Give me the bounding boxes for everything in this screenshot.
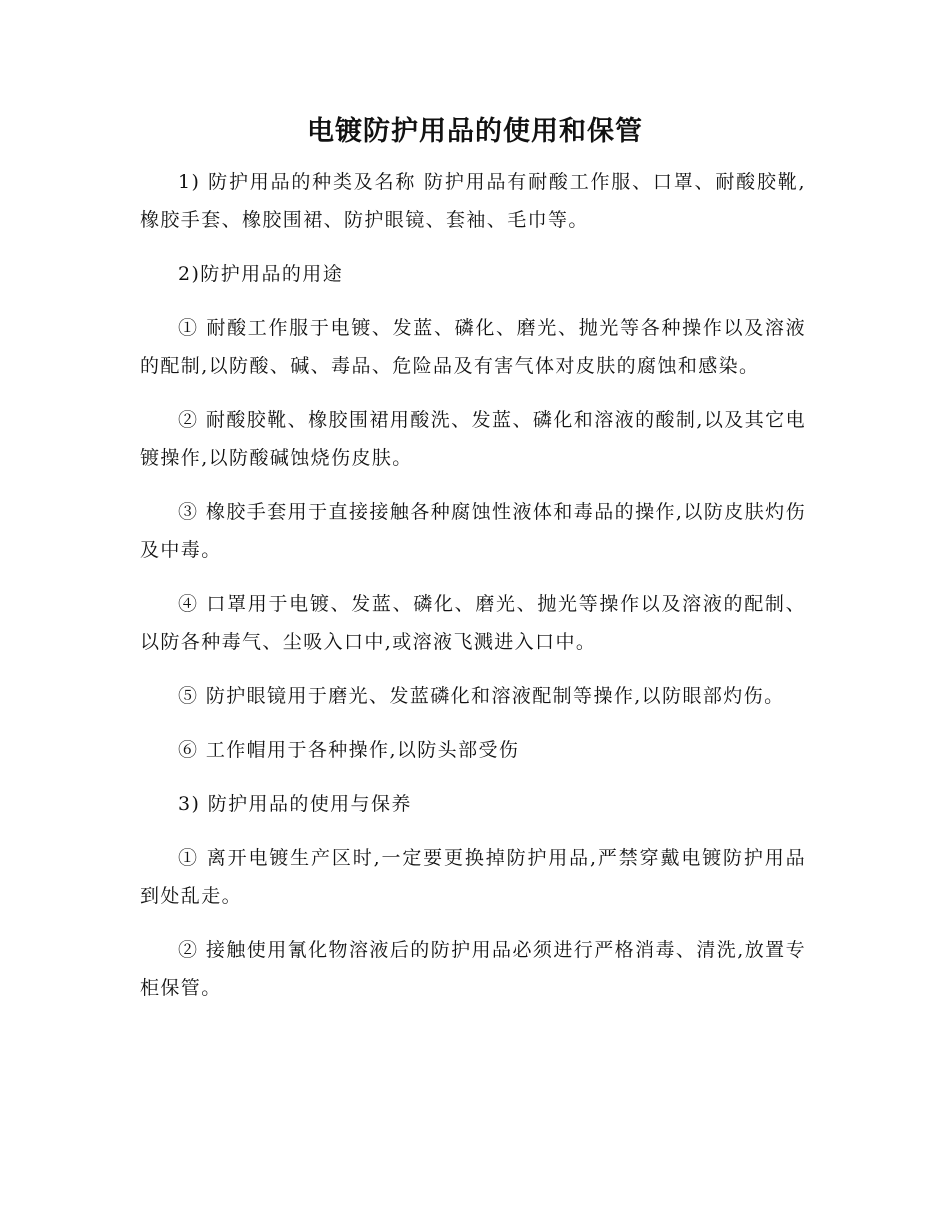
paragraph-use-2: ② 耐酸胶靴、橡胶围裙用酸洗、发蓝、磷化和溶液的酸制,以及其它电镀操作,以防酸碱蚀烧伤皮肤。 (140, 409, 806, 469)
document-title: 电镀防护用品的使用和保管 (307, 116, 643, 147)
document-body (140, 163, 806, 1023)
paragraph-use-4: ④ 口罩用于电镀、发蓝、磷化、磨光、抛光等操作以及溶液的配制、以防各种毒气、尘吸入口中,或溶液飞溅进入口中。 (140, 593, 806, 653)
paragraph-uses-heading: 2)防护用品的用途 (178, 263, 344, 285)
paragraph-maintenance-1: ① 离开电镀生产区时,一定要更换掉防护用品,严禁穿戴电镀防护用品到处乱走。 (140, 847, 806, 907)
paragraph-use-6: ⑥ 工作帽用于各种操作,以防头部受伤 (178, 739, 520, 761)
paragraph-use-3: ③ 橡胶手套用于直接接触各种腐蚀性液体和毒品的操作,以防皮肤灼伤及中毒。 (140, 501, 806, 561)
paragraph-use-1: ① 耐酸工作服于电镀、发蓝、磷化、磨光、抛光等各种操作以及溶液的配制,以防酸、碱、毒品、危险品及有害气体对皮肤的腐蚀和感染。 (140, 317, 806, 377)
paragraph-types: 1) 防护用品的种类及名称 防护用品有耐酸工作服、口罩、耐酸胶靴,橡胶手套、橡胶围裙、防护眼镜、套袖、毛巾等。 (140, 171, 806, 231)
paragraph-maintenance-heading: 3) 防护用品的使用与保养 (178, 793, 412, 815)
paragraph-use-5: ⑤ 防护眼镜用于磨光、发蓝磷化和溶液配制等操作,以防眼部灼伤。 (178, 685, 785, 707)
paragraph-maintenance-2: ② 接触使用氰化物溶液后的防护用品必须进行严格消毒、清洗,放置专柜保管。 (140, 939, 806, 999)
